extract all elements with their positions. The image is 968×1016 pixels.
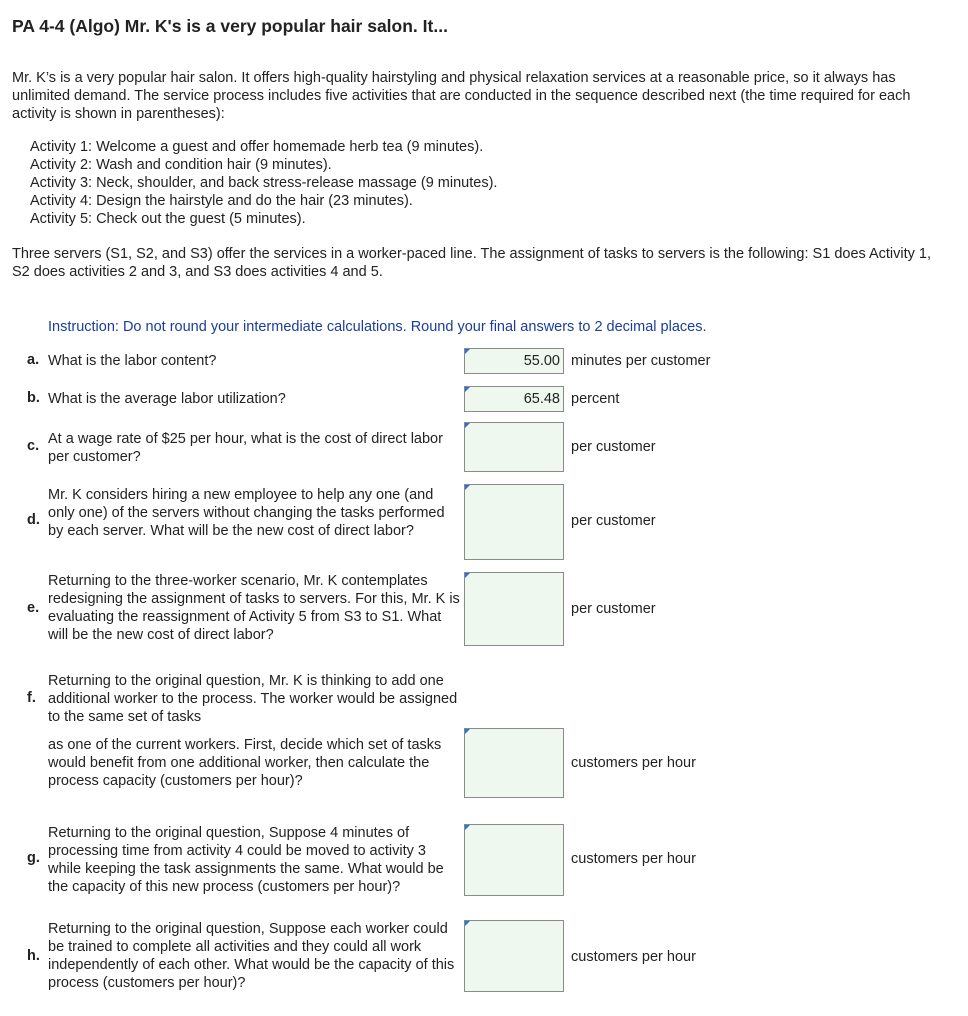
- answer-g-unit: customers per hour: [571, 851, 696, 867]
- question-letter-f: f.: [27, 690, 36, 706]
- question-f-text: Returning to the original question, Mr. K is thinking to add one additional worker to the process. The worker would be assigned to the same set of tasks: [48, 673, 458, 725]
- answer-f-unit: customers per hour: [571, 755, 696, 771]
- question-letter-a: a.: [27, 352, 40, 368]
- answer-b-input[interactable]: 65.48: [464, 386, 564, 412]
- answer-d-unit: per customer: [571, 513, 656, 529]
- answer-g-input[interactable]: [464, 824, 564, 896]
- question-letter-b: b.: [27, 390, 40, 406]
- activity-item: Activity 4: Design the hairstyle and do the hair (23 minutes).: [30, 193, 413, 209]
- activity-item: Activity 3: Neck, shoulder, and back stress-release massage (9 minutes).: [30, 175, 498, 191]
- activity-list: [30, 138, 497, 228]
- answer-b-unit: percent: [571, 391, 620, 407]
- activity-item: Activity 1: Welcome a guest and offer homemade herb tea (9 minutes).: [30, 139, 484, 155]
- question-f-text-continued: as one of the current workers. First, decide which set of tasks would benefit from one additional worker, then calculate the process capacity (customers per hour)?: [48, 737, 442, 789]
- question-letter-h: h.: [27, 948, 40, 964]
- answer-e-unit: per customer: [571, 601, 656, 617]
- activity-item: Activity 2: Wash and condition hair (9 minutes).: [30, 157, 332, 173]
- answer-e-input[interactable]: [464, 572, 564, 646]
- question-a-text: What is the labor content?: [48, 353, 217, 369]
- page-title: PA 4-4 (Algo) Mr. K's is a very popular hair salon. It...: [12, 16, 448, 36]
- question-h-text: Returning to the original question, Suppose each worker could be trained to complete all activities and they could all work independently of each other. What would be the capacity of this process (customers per hour)?: [48, 921, 455, 991]
- question-b-text: What is the average labor utilization?: [48, 391, 286, 407]
- question-c-text: At a wage rate of $25 per hour, what is the cost of direct labor per customer?: [48, 431, 443, 465]
- answer-a-input[interactable]: 55.00: [464, 348, 564, 374]
- question-d-text: Mr. K considers hiring a new employee to help any one (and only one) of the servers without changing the tasks performed by each server. What will be the new cost of direct labor?: [48, 487, 445, 539]
- question-letter-e: e.: [27, 600, 40, 616]
- question-letter-c: c.: [27, 438, 40, 454]
- question-letter-g: g.: [27, 850, 40, 866]
- intro-text: Mr. K’s is a very popular hair salon. It offers high-quality hairstyling and physical relaxation services at a reasonable price, so it always has unlimited demand. The service process includes five activities that are conducted in the sequence described next (the time required for each activity is shown in parentheses):: [12, 70, 911, 122]
- question-e-text: Returning to the three-worker scenario, Mr. K contemplates redesigning the assignment of tasks to servers. For this, Mr. K is evaluating the reassignment of Activity 5 from S3 to S1. What will be the new cost of direct labor?: [48, 573, 460, 643]
- activity-item: Activity 5: Check out the guest (5 minutes).: [30, 211, 306, 227]
- answer-f-input[interactable]: [464, 728, 564, 798]
- answer-c-unit: per customer: [571, 439, 656, 455]
- instruction-text: Instruction: Do not round your intermediate calculations. Round your final answers to 2 decimal places.: [48, 319, 707, 335]
- answer-h-input[interactable]: [464, 920, 564, 992]
- question-letter-d: d.: [27, 512, 40, 528]
- answer-a-unit: minutes per customer: [571, 353, 711, 369]
- question-g-text: Returning to the original question, Suppose 4 minutes of processing time from activity 4 could be moved to activity 3 while keeping the task assignments the same. What would be the capacity of this new process (customers per hour)?: [48, 825, 444, 895]
- servers-text: Three servers (S1, S2, and S3) offer the services in a worker-paced line. The assignment of tasks to servers is the following: S1 does Activity 1, S2 does activities 2 and 3, and S3 does activities 4 and 5.: [12, 246, 932, 280]
- answer-d-input[interactable]: [464, 484, 564, 560]
- answer-c-input[interactable]: [464, 422, 564, 472]
- answer-h-unit: customers per hour: [571, 949, 696, 965]
